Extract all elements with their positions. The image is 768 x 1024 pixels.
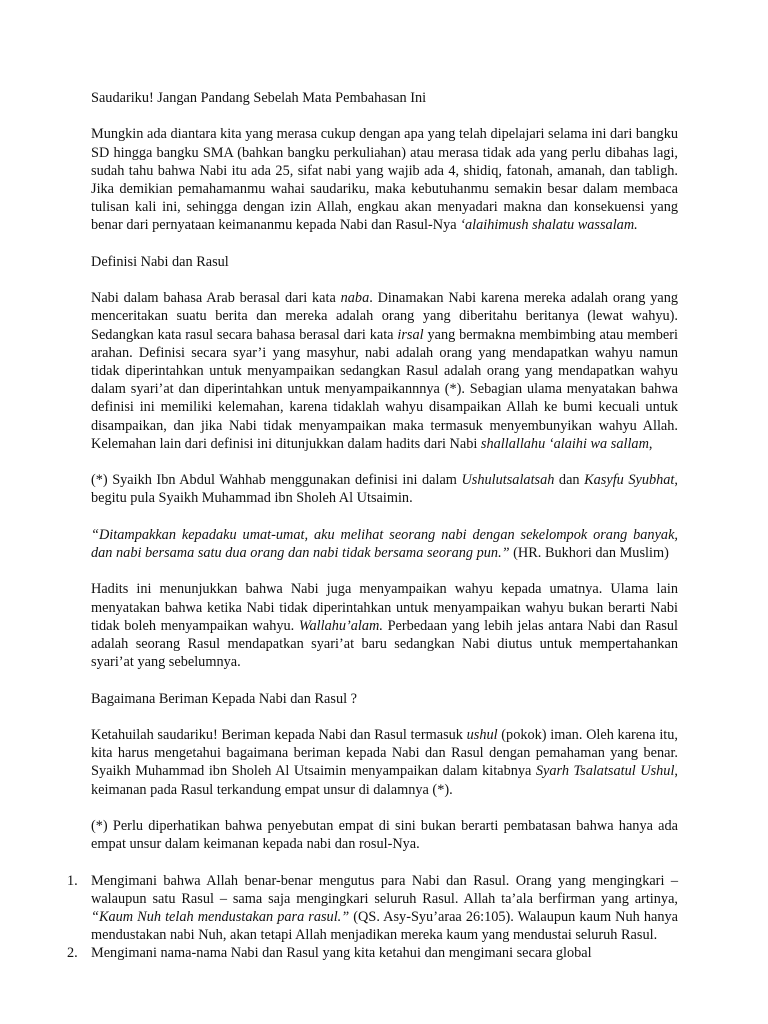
definition-paragraph: Nabi dalam bahasa Arab berasal dari kata naba. Dinamakan Nabi karena mereka adalah orang yang menceritakan suatu berita dan mereka adalah orang yang diberitahu beritanya (lewat wahyu). Sedangkan kata rasul secara bahasa berasal dari kata irsal yang bermakna membimbing atau memberi arahan. Definisi secara syar’i yang masyhur, nabi adalah orang yang mendapatkan wahyu namun tidak diperintahkan untuk menyampaikan sedangkan Rasul adalah orang yang mendapatkan wahyu dalam syari’at dan diperintahkan untuk menyampaikannnya (*). Sebagian ulama menyatakan bahwa definisi ini memiliki kelemahan, karena tidaklah wahyu disampaikan Allah ke bumi kecuali untuk disampaikan, dan jika Nabi tidak menyampaikan maka termasuk menyembunyikan wahyu Allah. Kelemahan lain dari definisi ini ditunjukkan dalam hadits dari Nabi shallallahu ‘alaihi wa sallam, bbox=[91, 290, 678, 452]
intro-paragraph: Mungkin ada diantara kita yang merasa cukup dengan apa yang telah dipelajari selama ini dari bangku SD hingga bangku SMA (bahkan bangku perkuliahan) atau merasa tidak ada yang perlu dibahas lagi, sudah tahu bahwa Nabi itu ada 25, sifat nabi yang wajib ada 4, shidiq, fatonah, amanah, dan tabligh. Jika demikian pemahamanmu wahai saudariku, maka kebutuhanmu semakin besar dalam membaca tulisan kali ini, sehingga dengan izin Allah, engkau akan menyadari makna dan konsekuensi yang benar dari pernyataan keimananmu kepada Nabi dan Rasul-Nya ‘alaihimush shalatu wassalam. bbox=[91, 126, 678, 234]
footnote-four-elements: (*) Perlu diperhatikan bahwa penyebutan empat di sini bukan berarti pembatasan bahwa hanya ada empat unsur dalam keimanan kepada nabi dan rosul-Nya. bbox=[91, 817, 678, 853]
page-title: Saudariku! Jangan Pandang Sebelah Mata Pembahasan Ini bbox=[91, 90, 427, 106]
document-body bbox=[67, 89, 678, 963]
list-item: 1. Mengimani bahwa Allah benar-benar mengutus para Nabi dan Rasul. Orang yang mengingkari – walaupun satu Rasul – sama saja mengingkari seluruh Rasul. Allah ta’ala berfirman yang artinya, “Kaum Nuh telah mendustakan para rasul.” (QS. Asy-Syu’araa 26:105). Walaupun kaum Nuh hanya mendustakan nabi Nuh, akan tetapi Allah menjadikan mereka kaum yang mendustai seluruh Rasul. bbox=[67, 872, 678, 944]
hadith-quote: “Ditampakkan kepadaku umat-umat, aku melihat seorang nabi dengan sekelompok orang banyak, dan nabi bersama satu dua orang dan nabi tidak bersama seorang pun.” (HR. Bukhori dan Muslim) bbox=[91, 526, 678, 561]
faith-elements-list bbox=[67, 872, 678, 963]
list-item: 2. Mengimani nama-nama Nabi dan Rasul yang kita ketahui dan mengimani secara global bbox=[67, 945, 592, 962]
section-heading-faith: Bagaimana Beriman Kepada Nabi dan Rasul ? bbox=[91, 690, 357, 707]
hadith-explanation: Hadits ini menunjukkan bahwa Nabi juga menyampaikan wahyu kepada umatnya. Ulama lain menyatakan bahwa ketika Nabi tidak diperintahkan untuk menyampaikan wahyu bukan berarti Nabi tidak boleh menyampaikan wahyu. Wallahu’alam. Perbedaan yang lebih jelas antara Nabi dan Rasul adalah seorang Rasul mendapatkan syari’at baru sedangkan Nabi diutus untuk mempertahankan syari’at yang sebelumnya. bbox=[91, 581, 678, 671]
footnote-definition: (*) Syaikh Ibn Abdul Wahhab menggunakan definisi ini dalam Ushulutsalatsah dan Kasyfu Syubhat, begitu pula Syaikh Muhammad ibn Sholeh Al Utsaimin. bbox=[91, 472, 678, 507]
section-heading-definition: Definisi Nabi dan Rasul bbox=[91, 253, 229, 270]
faith-paragraph: Ketahuilah saudariku! Beriman kepada Nabi dan Rasul termasuk ushul (pokok) iman. Oleh karena itu, kita harus mengetahui bagaimana beriman kepada Nabi dan Rasul dengan pemahaman yang benar. Syaikh Muhammad ibn Sholeh Al Utsaimin menyampaikan dalam kitabnya Syarh Tsalatsatul Ushul, keimanan pada Rasul terkandung empat unsur di dalamnya (*). bbox=[91, 726, 678, 798]
